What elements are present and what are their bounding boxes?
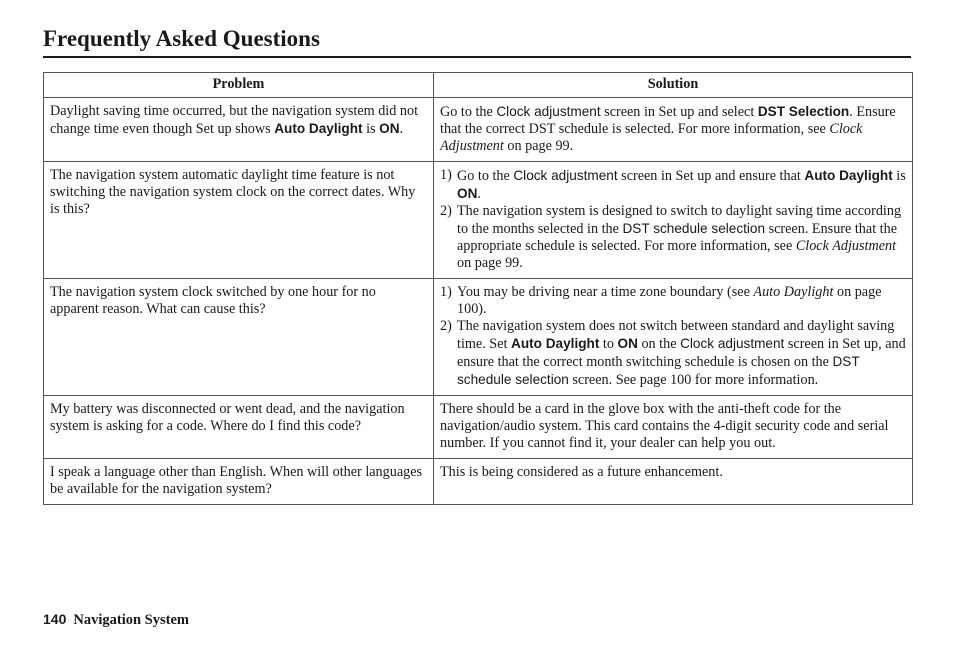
solution-text: The navigation system is designed to switch to daylight saving time according to the months selected in the [457,203,902,237]
ui-label: Auto Daylight [511,336,600,351]
solution-text: screen in Set up and ensure that [617,168,805,184]
solution-text: screen. Ensure that the appropriate schedule is selected. For more information, see [457,221,898,254]
ui-label: ON [617,336,638,351]
table-row [44,162,913,279]
ui-label: DST schedule selection [457,354,860,387]
solution-cell [434,162,913,279]
solution-cell [434,98,913,162]
solution-text: screen in Set up, and ensure that the correct month switching schedule is chosen on the [457,336,906,370]
header-solution: Solution [434,73,913,98]
list-item [440,318,906,389]
solution-text: is [892,168,906,184]
list-number: 1) [440,284,452,300]
solution-text: The navigation system does not switch between standard and daylight saving time. Set [457,318,895,352]
section-name: Navigation System [73,612,189,628]
reference-link: Clock Adjustment [440,121,863,154]
solution-cell: This is being considered as a future enhancement. [434,459,913,505]
list-item [440,284,906,318]
solution-cell [434,279,913,396]
ui-label: Auto Daylight [274,121,363,136]
ui-label: Clock adjustment [513,168,618,183]
title-rule [43,56,911,58]
problem-cell: The navigation system clock switched by one hour for no apparent reason. What can cause this? [44,279,434,396]
solution-list [440,167,906,272]
page-number: 140 [43,611,67,627]
table-row [44,396,913,459]
table-header-row [44,73,913,98]
solution-list [440,284,906,389]
list-number: 1) [440,167,452,183]
ui-label: Clock adjustment [496,104,601,119]
solution-text: on page 99. [503,138,574,154]
list-item [440,203,906,272]
reference-link: Auto Daylight [753,284,834,300]
problem-text: Daylight saving time occurred, but the navigation system did not change time even though Set up shows [50,103,419,137]
solution-text: on page 99. [457,255,523,271]
solution-text: to [599,336,618,352]
solution-text: on the [637,336,681,352]
solution-text: screen. See page 100 for more information. [568,372,819,388]
solution-cell: There should be a card in the glove box with the anti-theft code for the navigation/audio system. This card contains the 4-digit security code and serial number. If you cannot find it, your dealer can help you out. [434,396,913,459]
solution-text: Go to the [457,168,514,184]
problem-cell: My battery was disconnected or went dead, and the navigation system is asking for a code. Where do I find this code? [44,396,434,459]
ui-label: ON [457,186,478,201]
ui-label: DST Selection [757,104,850,119]
solution-text: You may be driving near a time zone boundary (see [457,284,754,300]
list-item [440,167,906,203]
problem-cell [44,98,434,162]
problem-text: . [399,121,404,137]
solution-text: . Ensure that the correct DST schedule is selected. For more information, see [440,104,896,137]
solution-text: on page 100). [457,284,882,317]
reference-link: Clock Adjustment [795,238,897,254]
header-problem: Problem [44,73,434,98]
ui-label: Clock adjustment [680,336,785,351]
ui-label: ON [379,121,400,136]
problem-cell: I speak a language other than English. When will other languages be available for the navigation system? [44,459,434,505]
table-row [44,279,913,396]
page-footer [43,611,189,629]
solution-text: . [477,186,481,202]
list-number: 2) [440,318,452,334]
list-number: 2) [440,203,452,219]
ui-label: Auto Daylight [804,168,893,183]
table-row [44,459,913,505]
table-row [44,98,913,162]
solution-text: screen in Set up and select [600,104,758,120]
problem-text: is [362,121,380,137]
problem-cell: The navigation system automatic daylight time feature is not switching the navigation system clock on the correct dates. Why is this? [44,162,434,279]
ui-label: DST schedule selection [622,221,766,236]
page-title: Frequently Asked Questions [43,26,320,51]
faq-table [43,72,913,505]
solution-text: Go to the [440,104,497,120]
